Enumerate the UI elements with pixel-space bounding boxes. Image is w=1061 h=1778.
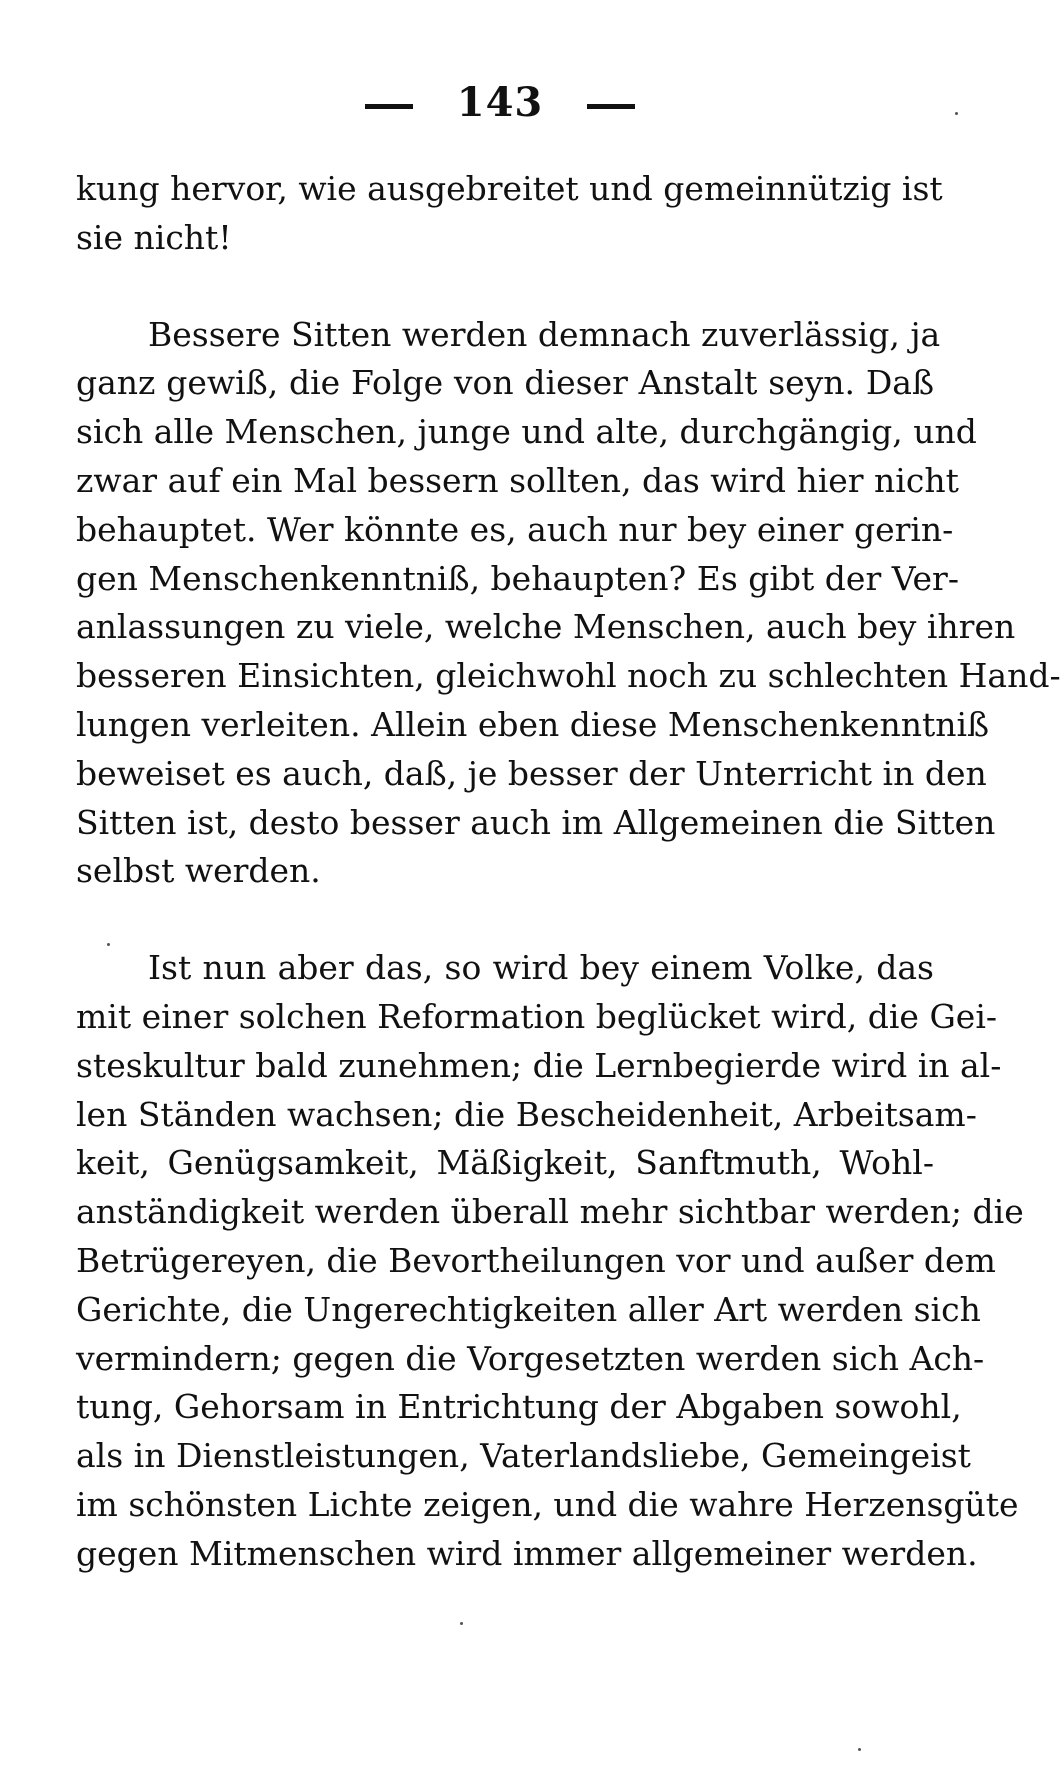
text-line: lungen verleiten. Allein eben diese Menschenkenntniß: [76, 704, 990, 744]
text-line: anlassungen zu viele, welche Menschen, auch bey ihren: [76, 607, 1016, 647]
text-line: anständigkeit werden überall mehr sichtbar werden; die: [76, 1192, 1024, 1232]
header-dash-right: [587, 104, 635, 109]
page-header: [0, 78, 1000, 128]
scan-speck: [858, 1748, 861, 1751]
scan-speck: [107, 943, 110, 946]
text-line: als in Dienstleistungen, Vaterlandsliebe, Gemeingeist: [76, 1436, 971, 1476]
page-body: [76, 165, 1061, 1579]
text-line: Ist nun aber das, so wird bey einem Volke, das: [148, 948, 934, 988]
paragraph-gap: [76, 263, 934, 311]
text-line: Bessere Sitten werden demnach zuverlässig, ja: [148, 314, 941, 354]
text-line: keit, Genügsamkeit, Mäßigkeit, Sanftmuth, Wohl-: [76, 1143, 934, 1183]
text-line: beweiset es auch, daß, je besser der Unterricht in den: [76, 753, 987, 793]
text-line: im schönsten Lichte zeigen, und die wahre Herzensgüte: [76, 1484, 1019, 1524]
text-line: tung, Gehorsam in Entrichtung der Abgaben sowohl,: [76, 1387, 962, 1427]
scan-speck: [460, 1622, 463, 1625]
text-line: vermindern; gegen die Vorgesetzten werden sich Ach-: [76, 1338, 985, 1378]
text-line: Sitten ist, desto besser auch im Allgemeinen die Sitten: [76, 802, 996, 842]
scan-speck: [955, 112, 958, 115]
text-line: sie nicht!: [76, 217, 232, 257]
text-line: selbst werden.: [76, 851, 321, 891]
text-line: kung hervor, wie ausgebreitet und gemeinnützig ist: [76, 169, 943, 208]
page-number: 143: [456, 79, 544, 126]
text-line: Betrügereyen, die Bevortheilungen vor und außer dem: [76, 1240, 996, 1280]
text-line: ganz gewiß, die Folge von dieser Anstalt seyn. Daß: [76, 363, 934, 403]
text-line: besseren Einsichten, gleichwohl noch zu schlechten Hand-: [76, 656, 1061, 696]
text-line: behauptet. Wer könnte es, auch nur bey einer gerin-: [76, 509, 954, 549]
text-line: len Ständen wachsen; die Bescheidenheit, Arbeitsam-: [76, 1094, 977, 1134]
text-line: mit einer solchen Reformation beglücket wird, die Gei-: [76, 996, 998, 1036]
header-dash-left: [365, 104, 413, 109]
text-line: Gerichte, die Ungerechtigkeiten aller Art werden sich: [76, 1289, 981, 1329]
text-line: gegen Mitmenschen wird immer allgemeiner werden.: [76, 1533, 978, 1573]
paragraph-gap: [76, 896, 934, 944]
text-line: zwar auf ein Mal bessern sollten, das wird hier nicht: [76, 460, 959, 500]
text-line: steskultur bald zunehmen; die Lernbegierde wird in al-: [76, 1045, 1002, 1085]
text-line: gen Menschenkenntniß, behaupten? Es gibt der Ver-: [76, 558, 959, 598]
text-line: sich alle Menschen, junge und alte, durchgängig, und: [76, 412, 977, 452]
